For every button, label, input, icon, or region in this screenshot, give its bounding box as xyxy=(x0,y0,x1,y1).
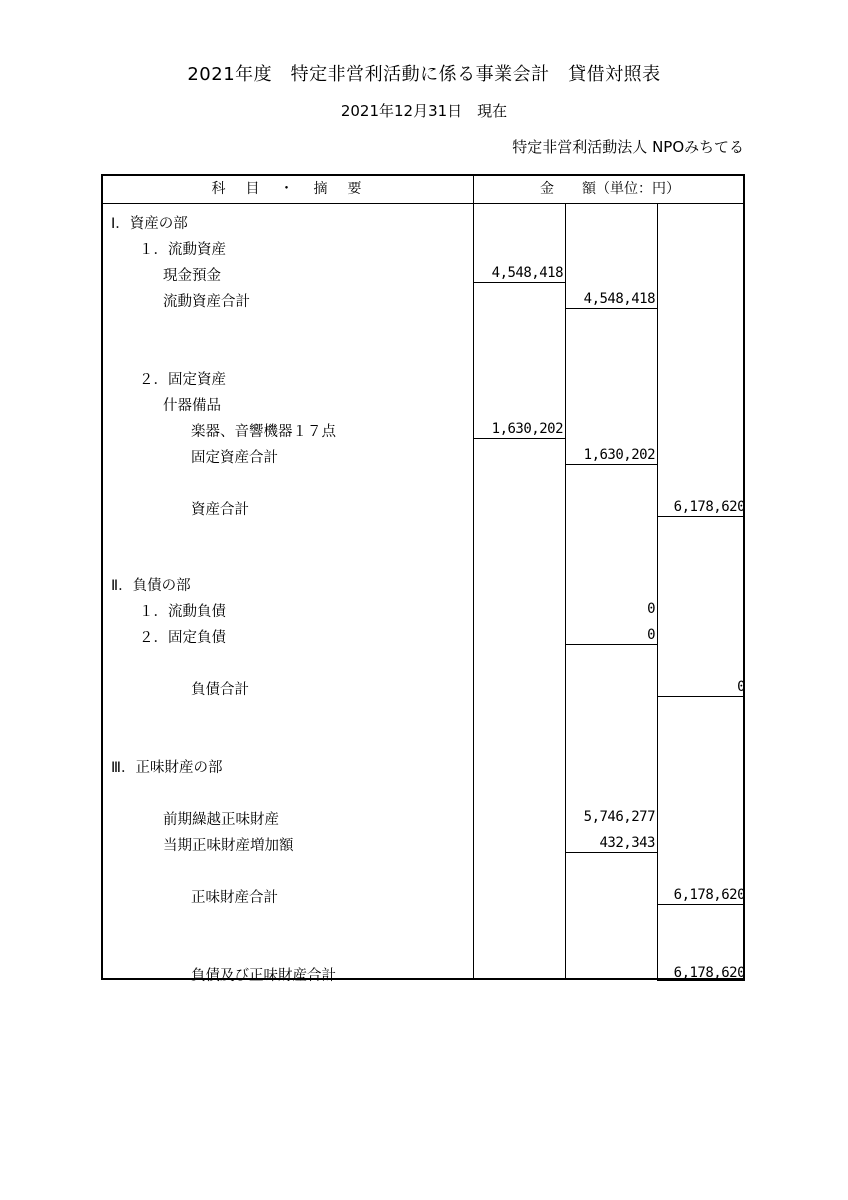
current-assets-total-value: 4,548,418 xyxy=(583,291,655,307)
underline xyxy=(473,438,565,439)
organization-name: 特定非営利活動法人 NPOみちてる xyxy=(512,138,744,156)
brought-forward-label: 前期繰越正味財産 xyxy=(163,812,279,828)
underline xyxy=(565,644,657,645)
column-divider xyxy=(473,176,474,980)
report-date: 2021年12月31日 現在 xyxy=(340,102,508,120)
increase-value: 432,343 xyxy=(599,835,655,851)
fixtures-label: 什器備品 xyxy=(163,398,221,414)
assets-section-label: Ⅰ．資産の部 xyxy=(111,216,188,232)
fixed-assets-total-value: 1,630,202 xyxy=(583,447,655,463)
underline xyxy=(565,308,657,309)
instruments-label: 楽器、音響機器１７点 xyxy=(191,424,336,440)
column-header-subject: 科 目 ・ 摘 要 xyxy=(211,181,365,197)
header-divider xyxy=(103,203,743,204)
fixed-liabilities-label: ２．固定負債 xyxy=(139,630,226,646)
fixed-liabilities-value: 0 xyxy=(647,627,655,643)
balance-sheet-table xyxy=(101,174,745,984)
net-assets-total-value: 6,178,620 xyxy=(673,887,745,903)
liabilities-total-label: 負債合計 xyxy=(191,682,249,698)
assets-total-label: 資産合計 xyxy=(191,502,249,518)
current-liabilities-value: 0 xyxy=(647,601,655,617)
underline xyxy=(565,852,657,853)
grand-total-value: 6,178,620 xyxy=(673,965,745,981)
column-divider xyxy=(657,204,658,980)
document-title: 2021年度 特定非営利活動に係る事業会計 貸借対照表 xyxy=(187,64,661,85)
cash-value: 4,548,418 xyxy=(491,265,563,281)
fixed-assets-total-label: 固定資産合計 xyxy=(191,450,278,466)
liabilities-total-value: 0 xyxy=(737,679,745,695)
column-divider xyxy=(565,204,566,980)
liabilities-section-label: Ⅱ．負債の部 xyxy=(111,578,191,594)
underline xyxy=(473,282,565,283)
current-liabilities-label: １．流動負債 xyxy=(139,604,226,620)
underline xyxy=(657,516,745,517)
net-assets-total-label: 正味財産合計 xyxy=(191,890,278,906)
column-header-amount: 金 額（単位：円） xyxy=(540,181,680,197)
brought-forward-value: 5,746,277 xyxy=(583,809,655,825)
double-underline xyxy=(657,980,745,981)
current-assets-total-label: 流動資産合計 xyxy=(163,294,250,310)
net-assets-section-label: Ⅲ．正味財産の部 xyxy=(111,760,223,776)
increase-label: 当期正味財産増加額 xyxy=(163,838,294,854)
fixed-assets-label: ２．固定資産 xyxy=(139,372,226,388)
cash-label: 現金預金 xyxy=(163,268,221,284)
underline xyxy=(657,904,745,905)
grand-total-label: 負債及び正味財産合計 xyxy=(191,968,336,984)
current-assets-label: １．流動資産 xyxy=(139,242,226,258)
underline xyxy=(657,696,745,697)
underline xyxy=(565,464,657,465)
assets-total-value: 6,178,620 xyxy=(673,499,745,515)
instruments-value: 1,630,202 xyxy=(491,421,563,437)
